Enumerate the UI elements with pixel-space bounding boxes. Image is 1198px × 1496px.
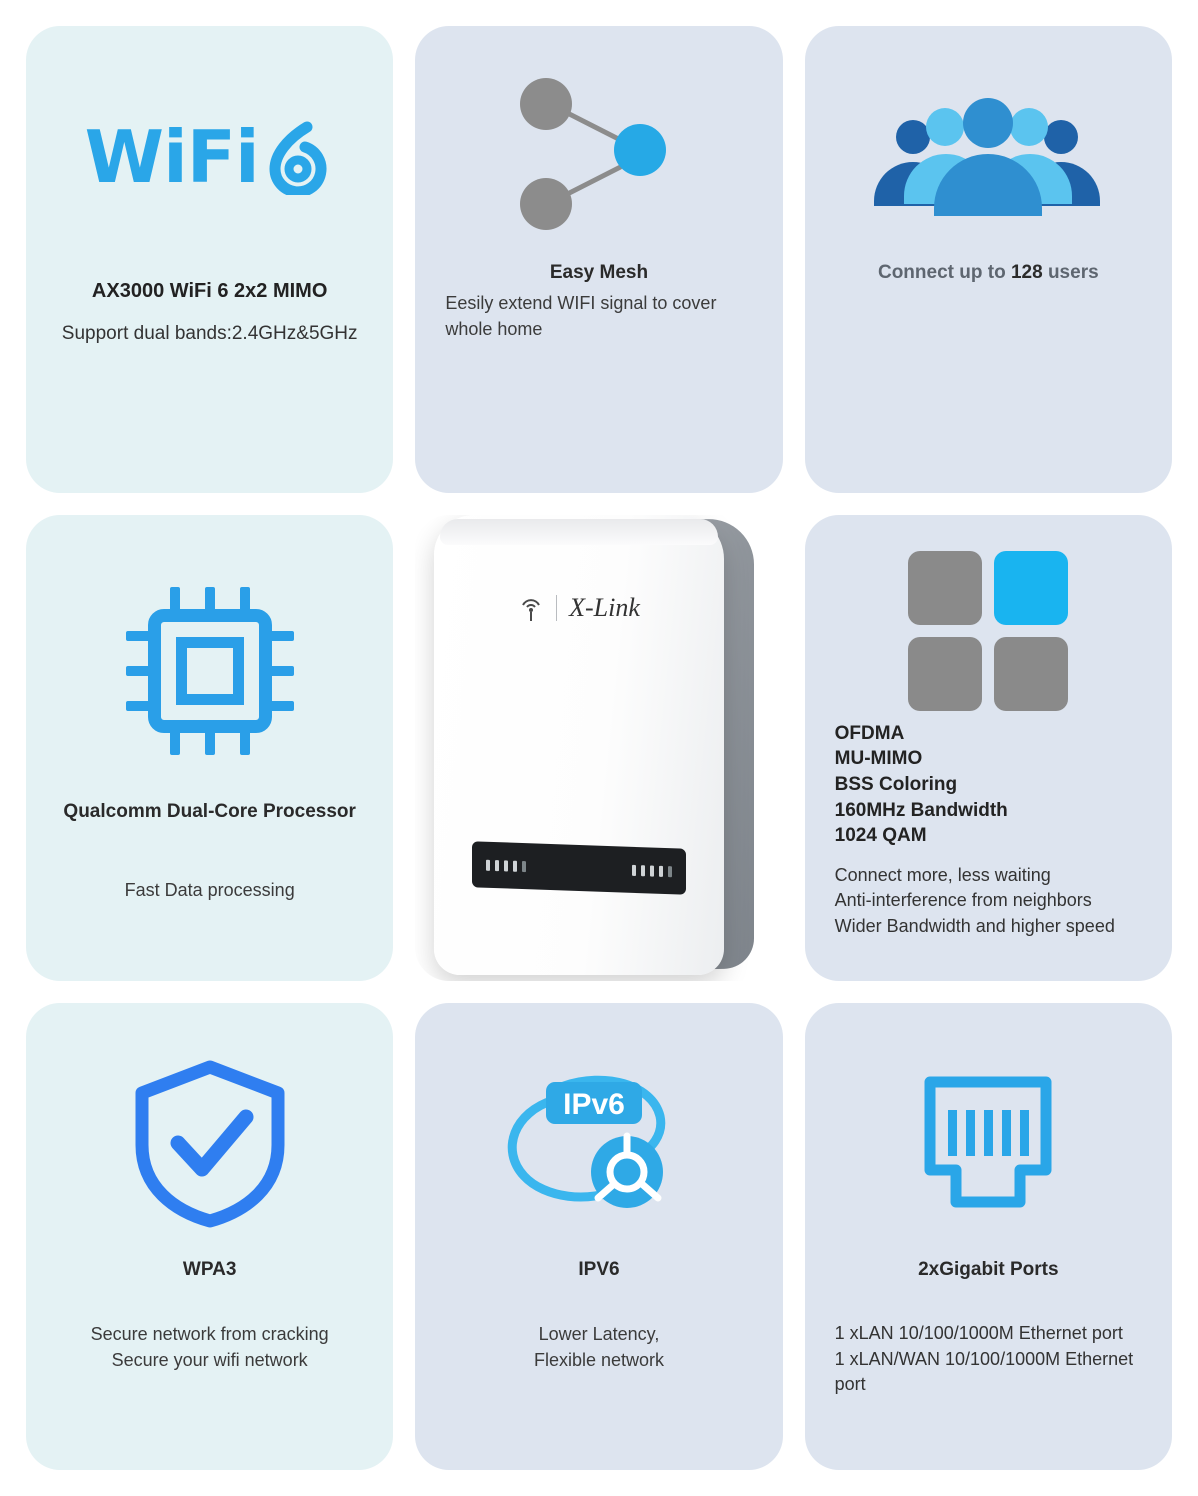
wifi6-wordmark-text: WiFi [84, 115, 259, 199]
wifi6-wordmark-icon [85, 115, 335, 199]
four-squares-icon [908, 551, 1068, 711]
cpu-pin [240, 587, 250, 611]
user-head-center [963, 98, 1013, 148]
shield-icon-area [56, 1029, 363, 1259]
user-head-left [926, 108, 964, 146]
led-indicator [632, 864, 636, 875]
cpu-pin [126, 701, 150, 711]
users-text-before: Connect up to [877, 262, 1011, 283]
lan-icon-area [835, 1029, 1142, 1259]
led-indicator [641, 864, 645, 875]
mesh-desc: Eesily extend WIFI signal to cover whole home [445, 293, 717, 340]
cpu-pin [205, 587, 215, 611]
ports-desc-line: 1 xLAN/WAN 10/100/1000M Ethernet port [834, 1348, 1134, 1395]
router-top-band [440, 519, 718, 545]
ipv6-desc-line: Flexible network [533, 1350, 665, 1371]
led-group-right [632, 864, 672, 876]
led-indicator [659, 865, 663, 876]
cpu-pin [270, 701, 294, 711]
users-icon-area [835, 52, 1142, 262]
cpu-pin [240, 731, 250, 755]
users-count-label [878, 262, 1099, 284]
mesh-network-icon [514, 72, 684, 242]
card-users [805, 26, 1172, 493]
led-group-left [486, 859, 526, 871]
users-count: 128 [1010, 262, 1043, 283]
wifi6-icon-area [56, 52, 363, 262]
users-text-after: users [1042, 262, 1099, 283]
mesh-node-center [614, 124, 666, 176]
router-body [434, 515, 724, 975]
mesh-icon-area [445, 52, 752, 262]
card-product-image [415, 515, 782, 982]
spec-item: MU-MIMO [834, 748, 923, 770]
cpu-pin [126, 666, 150, 676]
spec-item: BSS Coloring [834, 773, 958, 795]
antenna-icon [518, 593, 544, 623]
squares-icon-area [835, 541, 1142, 721]
mesh-node-bottom [520, 178, 572, 230]
cpu-pin [170, 731, 180, 755]
router-brand-name: X-Link [569, 592, 640, 622]
spec-item: 1024 QAM [834, 825, 927, 847]
mesh-node-top [520, 78, 572, 130]
user-head-far-left [896, 120, 930, 154]
brand-separator [556, 595, 557, 621]
wpa3-desc-line: Secure your wifi network [111, 1350, 308, 1371]
cpu-pin [126, 631, 150, 641]
card-gigabit-ports [805, 1003, 1172, 1470]
cpu-pin [270, 631, 294, 641]
card-wifi6 [26, 26, 393, 493]
card-easy-mesh [415, 26, 782, 493]
router-led-bar [472, 841, 686, 894]
square-bottom-left [908, 637, 982, 711]
cpu-inner-square [176, 637, 244, 705]
wpa3-desc-line: Secure network from cracking [90, 1324, 329, 1345]
ipv6-desc [534, 1321, 664, 1373]
card-processor [26, 515, 393, 982]
ipv6-desc-line: Lower Latency, [538, 1324, 660, 1345]
router-product-image [434, 515, 764, 982]
wifi6-line2: Support dual bands:2.4GHz&5GHz [61, 323, 358, 344]
user-head-right [1010, 108, 1048, 146]
card-wifi-technologies [805, 515, 1172, 982]
processor-desc: Fast Data processing [124, 879, 295, 900]
ipv6-badge-text: IPv6 [563, 1088, 625, 1122]
cpu-pin [270, 666, 294, 676]
ipv6-title: IPV6 [578, 1259, 620, 1281]
ethernet-port-icon [908, 1074, 1068, 1214]
cpu-chip-icon [126, 587, 294, 755]
processor-title: Qualcomm Dual-Core Processor [63, 800, 356, 822]
wifi6-line1: AX3000 WiFi 6 2x2 MIMO [91, 280, 328, 302]
users-group-icon [888, 92, 1088, 222]
ports-title: 2xGigabit Ports [918, 1259, 1059, 1281]
user-head-far-right [1044, 120, 1078, 154]
card-ipv6 [415, 1003, 782, 1470]
spec-item: 160MHz Bandwidth [834, 799, 1008, 821]
benefit-item: Wider Bandwidth and higher speed [834, 915, 1115, 936]
spec-item: OFDMA [834, 722, 905, 744]
benefit-item: Connect more, less waiting [834, 864, 1051, 885]
wifi6-digit-icon [261, 119, 335, 195]
square-bottom-right [994, 637, 1068, 711]
square-top-left [908, 551, 982, 625]
benefit-item: Anti-interference from neighbors [834, 890, 1092, 911]
wifi-tech-spec-list [835, 721, 1142, 849]
led-indicator [504, 860, 508, 871]
router-brand-area [434, 593, 724, 623]
wpa3-desc [91, 1321, 329, 1373]
led-indicator [495, 859, 499, 870]
shield-check-icon [130, 1059, 290, 1229]
square-top-right-highlight [994, 551, 1068, 625]
mesh-title: Easy Mesh [549, 262, 649, 283]
card-wpa3 [26, 1003, 393, 1470]
led-indicator [513, 860, 517, 871]
wifi-tech-benefits [835, 863, 1142, 940]
cpu-icon-area [56, 541, 363, 801]
cpu-pin [205, 731, 215, 755]
ipv6-globe-icon [494, 1064, 704, 1224]
wpa3-title: WPA3 [182, 1259, 237, 1281]
ports-desc [835, 1321, 1142, 1398]
cpu-pin [170, 587, 180, 611]
ipv6-icon-area [445, 1029, 752, 1259]
led-indicator [486, 859, 490, 870]
ports-desc-line: 1 xLAN 10/100/1000M Ethernet port [834, 1323, 1123, 1344]
led-indicator [650, 865, 654, 876]
led-indicator [522, 860, 526, 871]
led-indicator [668, 865, 672, 876]
